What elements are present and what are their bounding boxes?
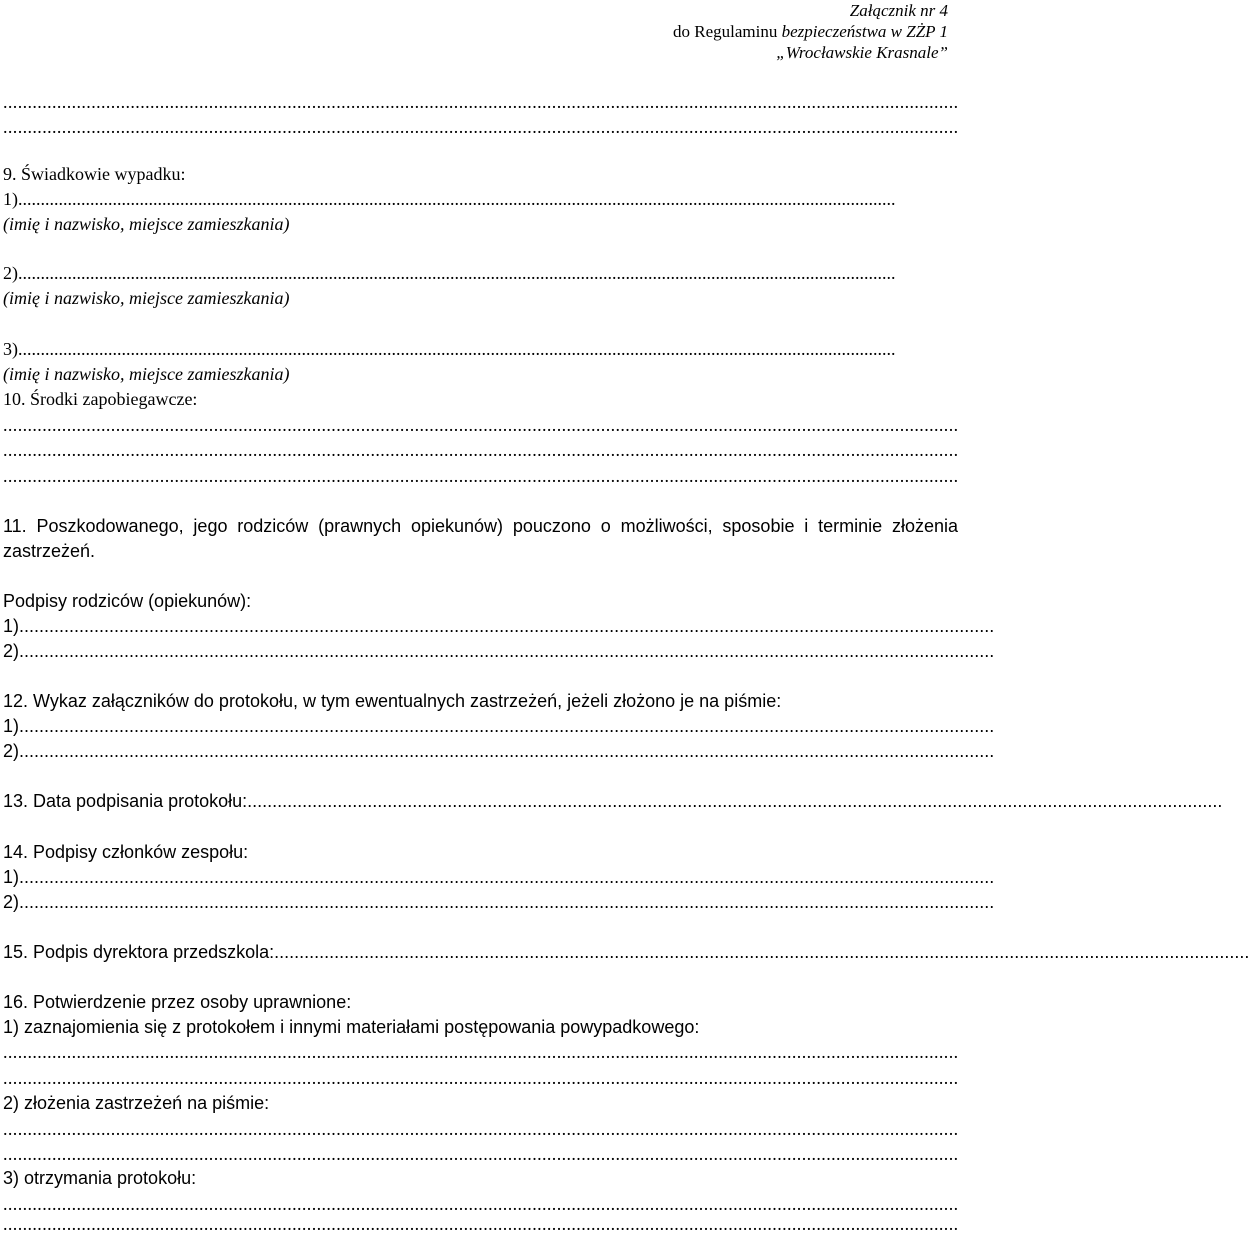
parent-signature-2: 2) ................................................................................................................................................................................................... bbox=[3, 641, 995, 661]
section-9-title: 9. Świadkowie wypadku: bbox=[3, 164, 186, 184]
attachment-1-line: 1) ................................................................................................................................................................................................... bbox=[3, 716, 995, 736]
dotted-line: ................................................................................................................................................................................................... bbox=[3, 1119, 959, 1139]
member-signature-1: 1) ................................................................................................................................................................................................... bbox=[3, 867, 995, 887]
confirmation-item-2: 2) złożenia zastrzeżeń na piśmie: bbox=[3, 1093, 270, 1113]
dotted-line: ................................................................................................................................................................................................... bbox=[3, 1214, 959, 1234]
attachment-2-line: 2) ................................................................................................................................................................................................... bbox=[3, 741, 995, 761]
dotted-line: ................................................................................................................................................................................................... bbox=[3, 92, 959, 112]
attachment-number: Załącznik nr 4 bbox=[849, 1, 948, 20]
section-14-title: 14. Podpisy członków zespołu: bbox=[3, 842, 249, 862]
section-12-title: 12. Wykaz załączników do protokołu, w tym ewentualnych zastrzeżeń, jeżeli złożono je na piśmie: bbox=[3, 691, 782, 711]
member-signature-2: 2) ................................................................................................................................................................................................... bbox=[3, 892, 995, 912]
confirmation-item-1: 1) zaznajomienia się z protokołem i innymi materiałami postępowania powypadkowego: bbox=[3, 1017, 700, 1037]
section-11-text: 11. Poszkodowanego, jego rodziców (prawnych opiekunów) pouczono o możliwości, sposobie i terminie złożenia zastrzeżeń. bbox=[3, 516, 958, 561]
section-16-title: 16. Potwierdzenie przez osoby uprawnione: bbox=[3, 992, 352, 1012]
witness-caption: (imię i nazwisko, miejsce zamieszkania) bbox=[3, 214, 290, 234]
section-15-director-line: 15. Podpis dyrektora przedszkola: ................................................................................................................................................................................................... bbox=[3, 942, 1249, 962]
witness-caption: (imię i nazwisko, miejsce zamieszkania) bbox=[3, 364, 290, 384]
parent-signature-1: 1) ................................................................................................................................................................................................... bbox=[3, 616, 995, 636]
dotted-line: ................................................................................................................................................................................................... bbox=[3, 1194, 959, 1214]
dotted-line: ................................................................................................................................................................................................... bbox=[3, 415, 959, 435]
dotted-line: ................................................................................................................................................................................................... bbox=[3, 117, 959, 137]
parents-signatures-label: Podpisy rodziców (opiekunów): bbox=[3, 591, 252, 611]
witness-2-line: 2) ................................................................................................................................................................................................... bbox=[3, 263, 896, 283]
confirmation-item-3: 3) otrzymania protokołu: bbox=[3, 1168, 197, 1188]
section-10-title: 10. Środki zapobiegawcze: bbox=[3, 389, 198, 409]
dotted-line: ................................................................................................................................................................................................... bbox=[3, 1144, 959, 1164]
dotted-line: ................................................................................................................................................................................................... bbox=[3, 466, 959, 486]
dotted-line: ................................................................................................................................................................................................... bbox=[3, 1068, 959, 1088]
dotted-line: ................................................................................................................................................................................................... bbox=[3, 1042, 959, 1062]
witness-3-line: 3) ................................................................................................................................................................................................... bbox=[3, 339, 896, 359]
attachment-header bbox=[673, 0, 948, 63]
institution-name: „Wrocławskie Krasnale” bbox=[776, 43, 948, 62]
dotted-line: ................................................................................................................................................................................................... bbox=[3, 440, 959, 460]
witness-1-line: 1) ................................................................................................................................................................................................... bbox=[3, 189, 896, 209]
witness-caption: (imię i nazwisko, miejsce zamieszkania) bbox=[3, 288, 290, 308]
section-13-date-line: 13. Data podpisania protokołu: ................................................................................................................................................................................................... bbox=[3, 791, 1223, 811]
regulation-reference: do Regulaminu bezpieczeństwa w ZŻP 1 bbox=[673, 22, 948, 41]
